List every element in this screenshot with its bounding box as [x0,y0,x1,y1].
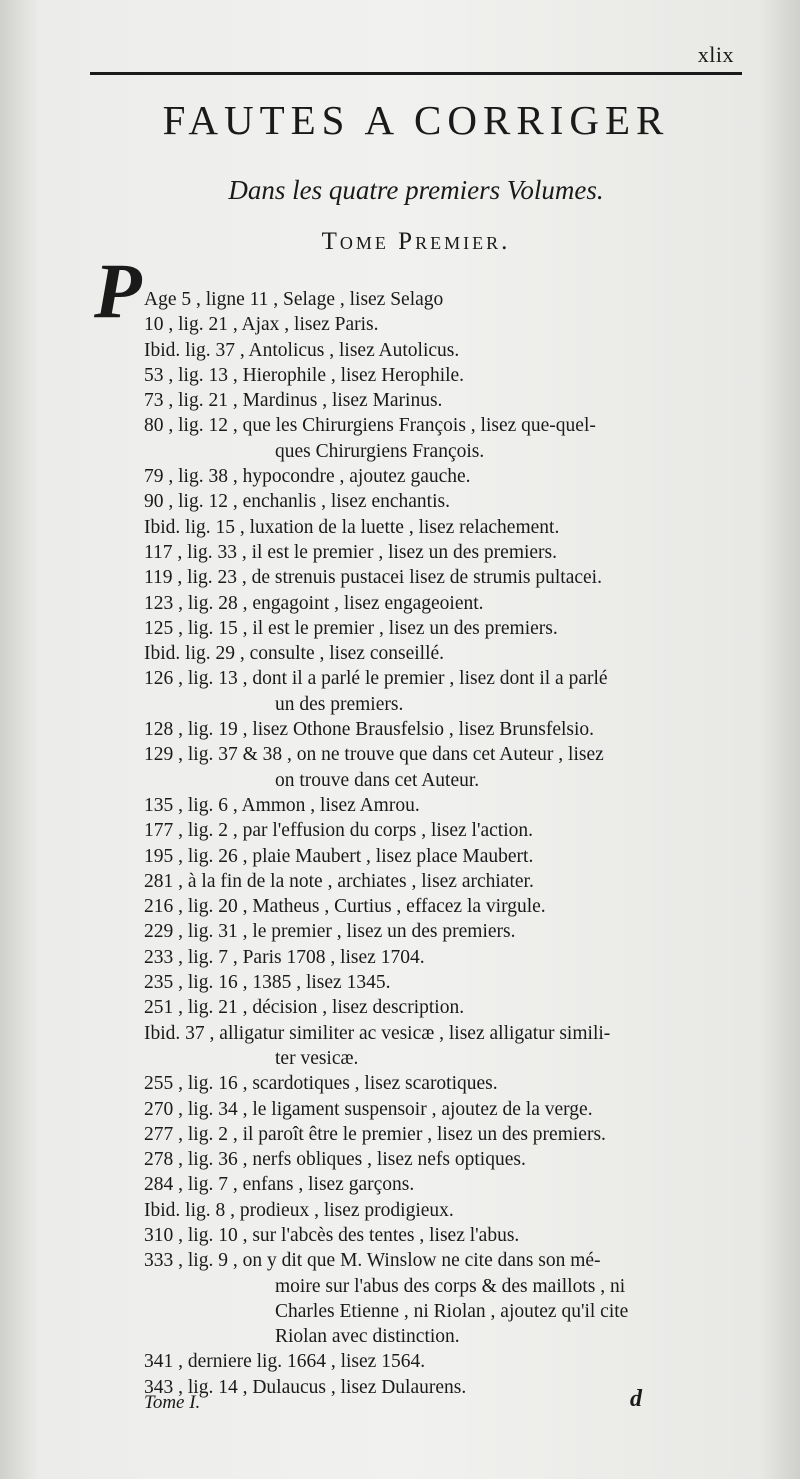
errata-line: 123 , lig. 28 , engagoint , lisez engageoient. [144,592,484,614]
errata-line: Ibid. lig. 15 , luxation de la luette , lisez relachement. [144,516,560,538]
errata-line: 281 , à la fin de la note , archiates , lisez archiater. [144,870,534,892]
errata-line: 195 , lig. 26 , plaie Maubert , lisez place Maubert. [144,845,534,867]
errata-line: 125 , lig. 15 , il est le premier , lisez un des premiers. [144,617,558,639]
errata-line: 79 , lig. 38 , hypocondre , ajoutez gauche. [144,466,471,488]
errata-line: 251 , lig. 21 , décision , lisez description. [144,997,465,1019]
errata-line: Ibid. lig. 37 , Antolicus , lisez Autolicus. [144,339,460,361]
errata-line: 255 , lig. 16 , scardotiques , lisez scarotiques. [144,1073,498,1095]
errata-line: 216 , lig. 20 , Matheus , Curtius , effacez la virgule. [144,896,546,918]
errata-line-continued: moire sur l'abus des corps & des maillots , ni [275,1275,626,1297]
errata-line: 235 , lig. 16 , 1385 , lisez 1345. [144,972,391,994]
errata-line: 128 , lig. 19 , lisez Othone Brausfelsio , lisez Brunsfelsio. [144,719,595,741]
errata-line: 333 , lig. 9 , on y dit que M. Winslow ne cite dans son mé- [144,1250,601,1272]
errata-line: 270 , lig. 34 , le ligament suspensoir , ajoutez de la verge. [144,1098,593,1120]
errata-line: Ibid. lig. 29 , consulte , lisez conseillé. [144,643,445,665]
drop-cap: P [94,247,142,334]
errata-line: 119 , lig. 23 , de strenuis pustacei lisez de strumis pultacei. [144,567,602,589]
errata-line-continued: ter vesicæ. [275,1047,359,1069]
signature-mark: Tome I. [144,1392,201,1413]
errata-line: 229 , lig. 31 , le premier , lisez un des premiers. [144,921,516,943]
page-number: xlix [697,42,734,67]
section-heading: Tome Premier. [321,228,511,255]
errata-line: 73 , lig. 21 , Mardinus , lisez Marinus. [144,390,443,412]
errata-line: 129 , lig. 37 & 38 , on ne trouve que dans cet Auteur , lisez [144,744,604,766]
errata-line: 177 , lig. 2 , par l'effusion du corps , lisez l'action. [144,820,534,842]
errata-line: 126 , lig. 13 , dont il a parlé le premier , lisez dont il a parlé [144,668,608,690]
errata-line-continued: un des premiers. [275,693,404,715]
errata-line: Age 5 , ligne 11 , Selage , lisez Selago [144,289,444,310]
errata-line-continued: on trouve dans cet Auteur. [275,769,480,791]
errata-line: 135 , lig. 6 , Ammon , lisez Amrou. [144,794,420,816]
errata-line: 53 , lig. 13 , Hierophile , lisez Herophile. [144,364,465,386]
errata-line: 310 , lig. 10 , sur l'abcès des tentes , lisez l'abus. [144,1224,520,1246]
errata-line: Ibid. 37 , alligatur similiter ac vesicæ , lisez alligatur simili- [144,1022,611,1044]
errata-line: 233 , lig. 7 , Paris 1708 , lisez 1704. [144,946,425,968]
errata-line: 80 , lig. 12 , que les Chirurgiens François , lisez que-quel- [144,415,596,437]
errata-line: 278 , lig. 36 , nerfs obliques , lisez nefs optiques. [144,1149,526,1171]
errata-line: 343 , lig. 14 , Dulaucus , lisez Dulaurens. [144,1376,467,1398]
errata-line: 90 , lig. 12 , enchanlis , lisez enchantis. [144,491,450,513]
errata-line: 277 , lig. 2 , il paroît être le premier , lisez un des premiers. [144,1123,606,1145]
errata-line: 284 , lig. 7 , enfans , lisez garçons. [144,1174,415,1196]
errata-line-continued: Charles Etienne , ni Riolan , ajoutez qu'il cite [275,1300,629,1322]
errata-list [144,287,764,1400]
gathering-letter: d [630,1386,642,1412]
errata-line: Ibid. lig. 8 , prodieux , lisez prodigieux. [144,1199,454,1221]
errata-line: 10 , lig. 21 , Ajax , lisez Paris. [144,314,379,336]
errata-line: 341 , derniere lig. 1664 , lisez 1564. [144,1351,426,1373]
header-rule [90,72,742,75]
page-title: FAUTES A CORRIGER [162,97,670,143]
errata-line-continued: ques Chirurgiens François. [275,440,485,462]
page-subtitle: Dans les quatre premiers Volumes. [228,175,604,205]
errata-line-continued: Riolan avec distinction. [275,1326,460,1348]
errata-line: 117 , lig. 33 , il est le premier , lisez un des premiers. [144,541,558,563]
